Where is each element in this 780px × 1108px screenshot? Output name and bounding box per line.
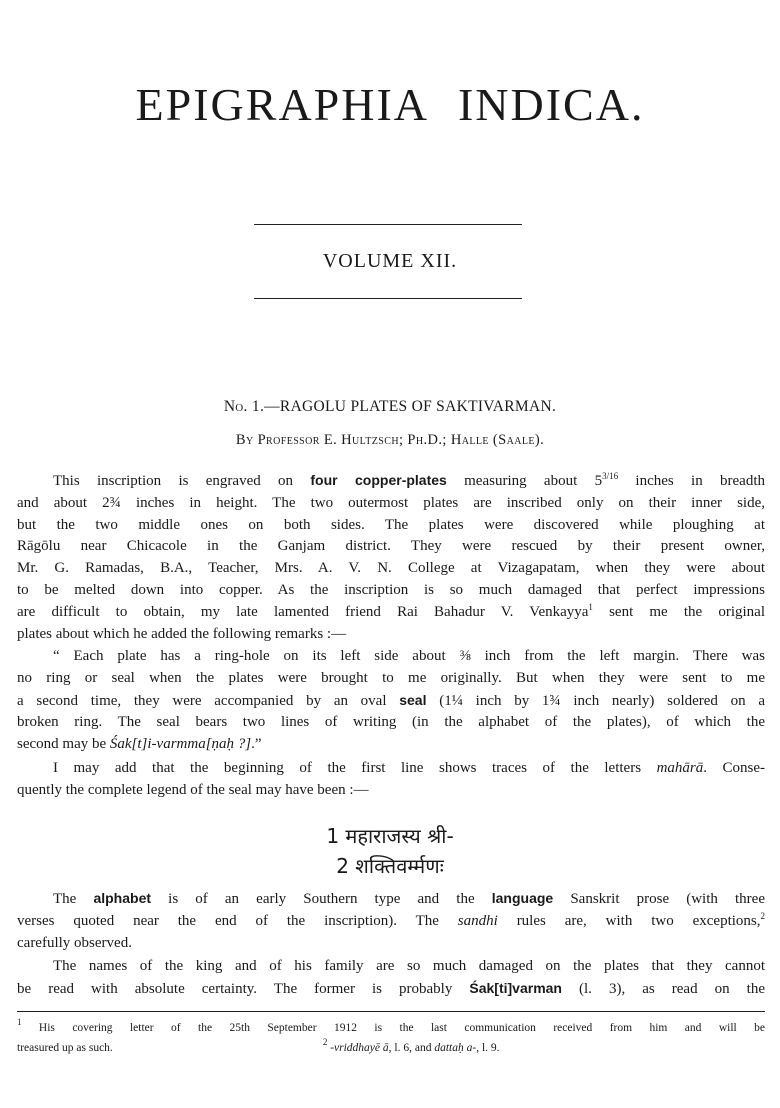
text-line: quently the complete legend of the seal may have been :— — [17, 781, 369, 798]
paragraph-names — [17, 956, 765, 1001]
term-sandhi: sandhi — [457, 912, 498, 929]
text-line: be read with absolute certainty. The former is probably Śak[ti]varman (l. 3), as read on the — [17, 979, 765, 997]
term-alphabet: alphabet — [93, 890, 152, 906]
text-line: Mr. G. Ramadas, B.A., Teacher, Mrs. A. V. N. College at Vizagapatam, when they were about — [17, 560, 765, 577]
article-heading — [0, 396, 780, 418]
text-line: I may add that the beginning of the first line shows traces of the letters mahārā. Conse- — [53, 760, 766, 776]
text-line: no ring or seal when the plates were brought to me originally. But when they were sent to me — [17, 669, 765, 686]
text-line: but the two middle ones on both sides. The plates were discovered while ploughing at — [17, 516, 765, 533]
footnote-2-text: $^2$ -vriddhayē ā, l. 6, and dattaḥ a-, l. 9. — [322, 1037, 500, 1054]
byline-degree: ; Ph.D.; — [398, 432, 447, 448]
footnote-mark-1: 1 — [17, 1017, 22, 1027]
text-line: are difficult to obtain, my late lamented friend Rai Bahadur V. Venkayya$^1$ sent me the original — [17, 601, 765, 620]
footnote-line — [17, 1038, 765, 1058]
text-line: The names of the king and of his family are so much damaged on the plates that they cannot — [53, 958, 765, 974]
text-line: plates about which he added the following remarks :— — [17, 625, 347, 642]
term-mahara: mahārā — [656, 760, 704, 776]
seal-legend-line-2: 2 शक्तिवर्म्मणः — [336, 854, 444, 878]
text-line: second may be Śak[t]i-varmma[ṇaḥ ?].” — [17, 736, 262, 753]
footnote-1-continuation: treasured up as such. — [17, 1042, 113, 1054]
footnote-2 — [17, 1038, 765, 1058]
byline-author: E. Hultzsch — [323, 432, 399, 448]
text-line: broken ring. The seal bears two lines of writing (in the alphabet of the plates), of which the — [17, 714, 765, 731]
paragraph-alphabet — [17, 888, 765, 954]
article-title: —RAGOLU PLATES OF SAKTIVARMAN. — [264, 398, 557, 415]
text-line: Rāgōlu near Chicacole in the Ganjam district. They were rescued by their present owner, — [17, 538, 765, 555]
text-line: a second time, they were accompanied by an oval seal (1¼ inch by 1¾ inch nearly) soldered on a — [17, 691, 766, 709]
divider-top — [254, 224, 522, 225]
seal-legend-line-1: 1 महाराजस्य श्री- — [326, 824, 454, 848]
text-line: carefully observed. — [17, 934, 132, 951]
footnote-mark-2: 2 — [322, 1037, 328, 1047]
footnote-1 — [17, 1018, 765, 1038]
text-line: to be melted down into copper. As the inscription is so much damaged that perfect impressions — [17, 581, 765, 598]
divider-bottom — [254, 298, 522, 299]
byline-place: Halle (Saale). — [450, 432, 545, 448]
term-seal: seal — [399, 691, 427, 708]
text-line: and about 2¾ inches in height. The two outermost plates are inscribed only on their inner side, — [17, 494, 765, 511]
article-number: No. 1. — [223, 398, 265, 415]
paragraph-legend-intro — [17, 758, 765, 802]
footnote-divider — [17, 1011, 765, 1012]
text-line: verses quoted near the end of the inscription). The sandhi rules are, with two exceptions,$^2$ — [17, 910, 765, 929]
journal-title: EPIGRAPHIA INDICA. — [135, 79, 645, 130]
seal-reading: Śak[t]i-varmma[ṇaḥ ?] — [109, 736, 252, 753]
text-line: “ Each plate has a ring-hole on its left side about ⅜ inch from the left margin. There was — [53, 648, 765, 664]
text-line: This inscription is engraved on four copper-plates measuring about $5^{3/16}$ inches in breadth — [53, 471, 765, 489]
term-language: language — [491, 890, 554, 906]
term-saktivarman: Śak[ti]varman — [469, 979, 562, 996]
volume-number: VOLUME XII. — [322, 250, 458, 272]
text-line: The alphabet is of an early Southern type and the language Sanskrit prose (with three — [53, 890, 765, 907]
byline-by: By Professor — [235, 432, 320, 448]
footnote-ref-1: 1 — [588, 601, 593, 612]
term-copper-plates: four copper-plates — [310, 472, 447, 488]
footnote-line: $^1$ His covering letter of the 25th September 1912 is the last communication received from him and will be — [17, 1017, 765, 1034]
fraction: 3/16 — [602, 471, 619, 481]
footnote-ref-2: 2 — [760, 910, 765, 921]
byline — [0, 429, 780, 451]
paragraph-quote — [17, 646, 765, 756]
paragraph-intro — [17, 470, 765, 645]
